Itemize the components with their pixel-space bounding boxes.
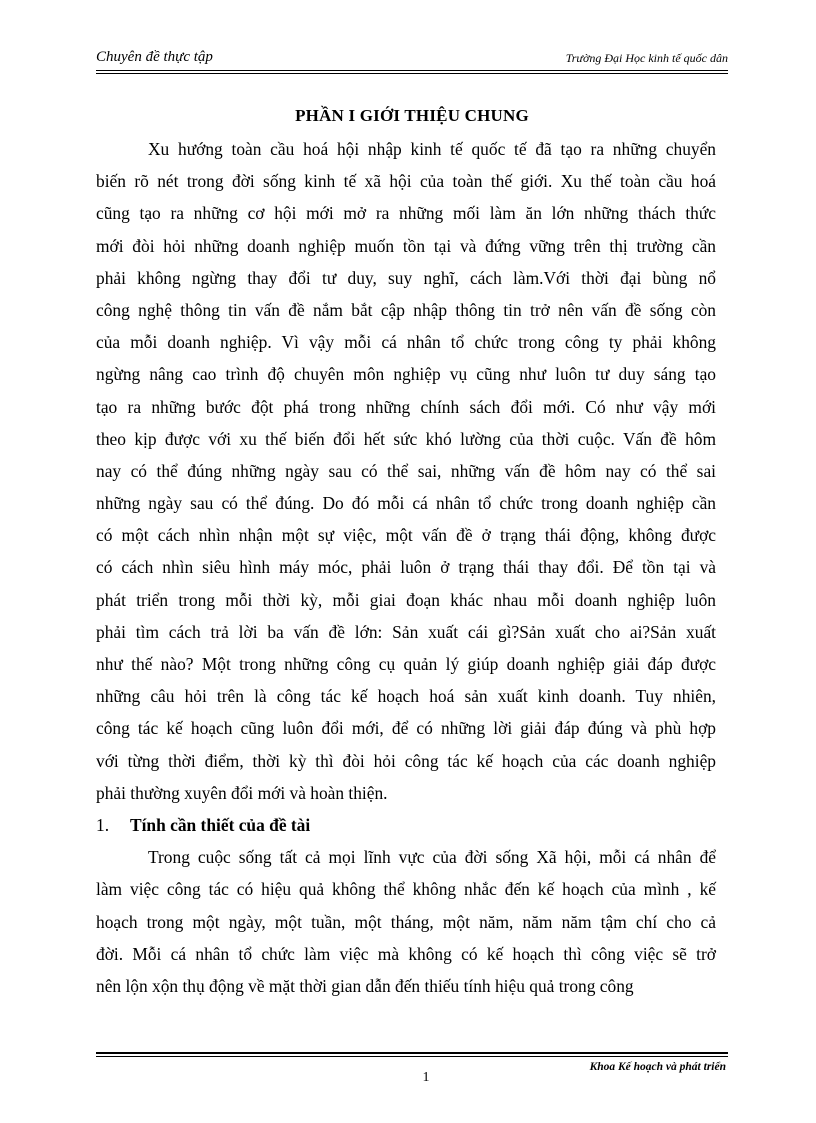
text-line: với từng thời điểm, thời kỳ thì đòi hỏi công tác kế hoạch của các doanh nghiệp bbox=[96, 750, 716, 771]
document-body bbox=[96, 133, 716, 1002]
text-line: phải không ngừng thay đổi tư duy, suy nghĩ, cách làm.Với thời đại bùng nổ bbox=[96, 267, 716, 288]
text-line: của mỗi doanh nghiệp. Vì vậy mỗi cá nhân tổ chức trong công ty phải không bbox=[96, 332, 716, 353]
text-line: Xu hướng toàn cầu hoá hội nhập kinh tế quốc tế đã tạo ra những chuyển bbox=[148, 139, 716, 159]
text-line: như thế nào? Một trong những công cụ quản lý giúp doanh nghiệp giải đáp được bbox=[96, 654, 716, 674]
text-line: có một cách nhìn nhận một sự việc, một vấn đề ở trạng thái động, không được bbox=[96, 525, 716, 546]
section-number: 1. bbox=[96, 814, 110, 835]
text-line: phát triển trong mỗi thời kỳ, mỗi giai đoạn khác nhau mỗi doanh nghiệp luôn bbox=[96, 589, 716, 610]
page-header bbox=[96, 48, 728, 68]
text-line: có cách nhìn siêu hình máy móc, phải luôn ở trạng thái thay đổi. Để tồn tại và bbox=[96, 557, 716, 578]
text-line: đời. Mỗi cá nhân tổ chức làm việc mà không có kế hoạch thì công việc sẽ trở bbox=[96, 943, 716, 964]
text-line: tạo ra những bước đột phá trong những chính sách đổi mới. Có như vậy mới bbox=[96, 396, 716, 417]
text-line: Trong cuộc sống tất cả mọi lĩnh vực của đời sống Xã hội, mỗi cá nhân để bbox=[148, 847, 716, 868]
text-line: làm việc công tác có hiệu quả không thể không nhắc đến kế hoạch của mình , kế bbox=[96, 879, 716, 900]
header-right-text: Trường Đại Học kinh tế quốc dân bbox=[565, 51, 728, 65]
text-line: phải thường xuyên đổi mới và hoàn thiện. bbox=[96, 782, 388, 803]
text-line: ngừng nâng cao trình độ chuyên môn nghiệp vụ cũng như luôn tư duy sáng tạo bbox=[96, 364, 716, 385]
header-rule bbox=[96, 70, 728, 74]
paragraph-necessity bbox=[96, 841, 716, 1002]
page-number: 1 bbox=[422, 1070, 430, 1085]
text-line: theo kịp được với xu thế biến đổi hết sức khó lường của thời cuộc. Vấn đề hôm bbox=[96, 428, 716, 449]
text-line: những câu hỏi trên là công tác kế hoạch hoá sản xuất kinh doanh. Tuy nhiên, bbox=[96, 686, 716, 707]
text-line: nên lộn xộn thụ động về mặt thời gian dẫn đến thiếu tính hiệu quả trong công bbox=[96, 975, 634, 996]
footer-department: Khoa Kế hoạch và phát triển bbox=[589, 1061, 726, 1073]
text-line: mới đòi hỏi những doanh nghiệp muốn tồn tại và đứng vững trên thị trường cần bbox=[96, 235, 716, 256]
text-line: những ngày sau có thể đúng. Do đó mỗi cá nhân tổ chức trong doanh nghiệp cần bbox=[96, 493, 716, 514]
text-line: biến rõ nét trong đời sống kinh tế xã hội của toàn thế giới. Xu thế toàn cầu hoá bbox=[96, 171, 716, 192]
paragraph-intro bbox=[96, 133, 716, 809]
footer-rule bbox=[96, 1052, 728, 1057]
section-title: Tính cần thiết của đề tài bbox=[130, 814, 311, 835]
text-line: phải tìm cách trả lời ba vấn đề lớn: Sản xuất cái gì?Sản xuất cho ai?Sản xuất bbox=[96, 621, 716, 642]
section-heading bbox=[96, 809, 716, 841]
text-line: nay có thể đúng những ngày sau có thể sai, những vấn đề hôm nay có thể sai bbox=[96, 460, 716, 481]
text-line: công nghệ thông tin vấn đề nắm bắt cập nhập thông tin trở nên vấn đề sống còn bbox=[96, 299, 716, 320]
text-line: cũng tạo ra những cơ hội mới mở ra những mối làm ăn lớn những thách thức bbox=[96, 203, 716, 224]
text-line: hoạch trong một ngày, một tuần, một tháng, một năm, năm năm tậm chí cho cả bbox=[96, 911, 716, 932]
page-title: PHẦN I GIỚI THIỆU CHUNG bbox=[295, 106, 529, 125]
header-left-text: Chuyên đề thực tập bbox=[96, 49, 213, 65]
text-line: công tác kế hoạch cũng luôn đổi mới, để có những lời giải đáp đúng và phù hợp bbox=[96, 718, 716, 739]
